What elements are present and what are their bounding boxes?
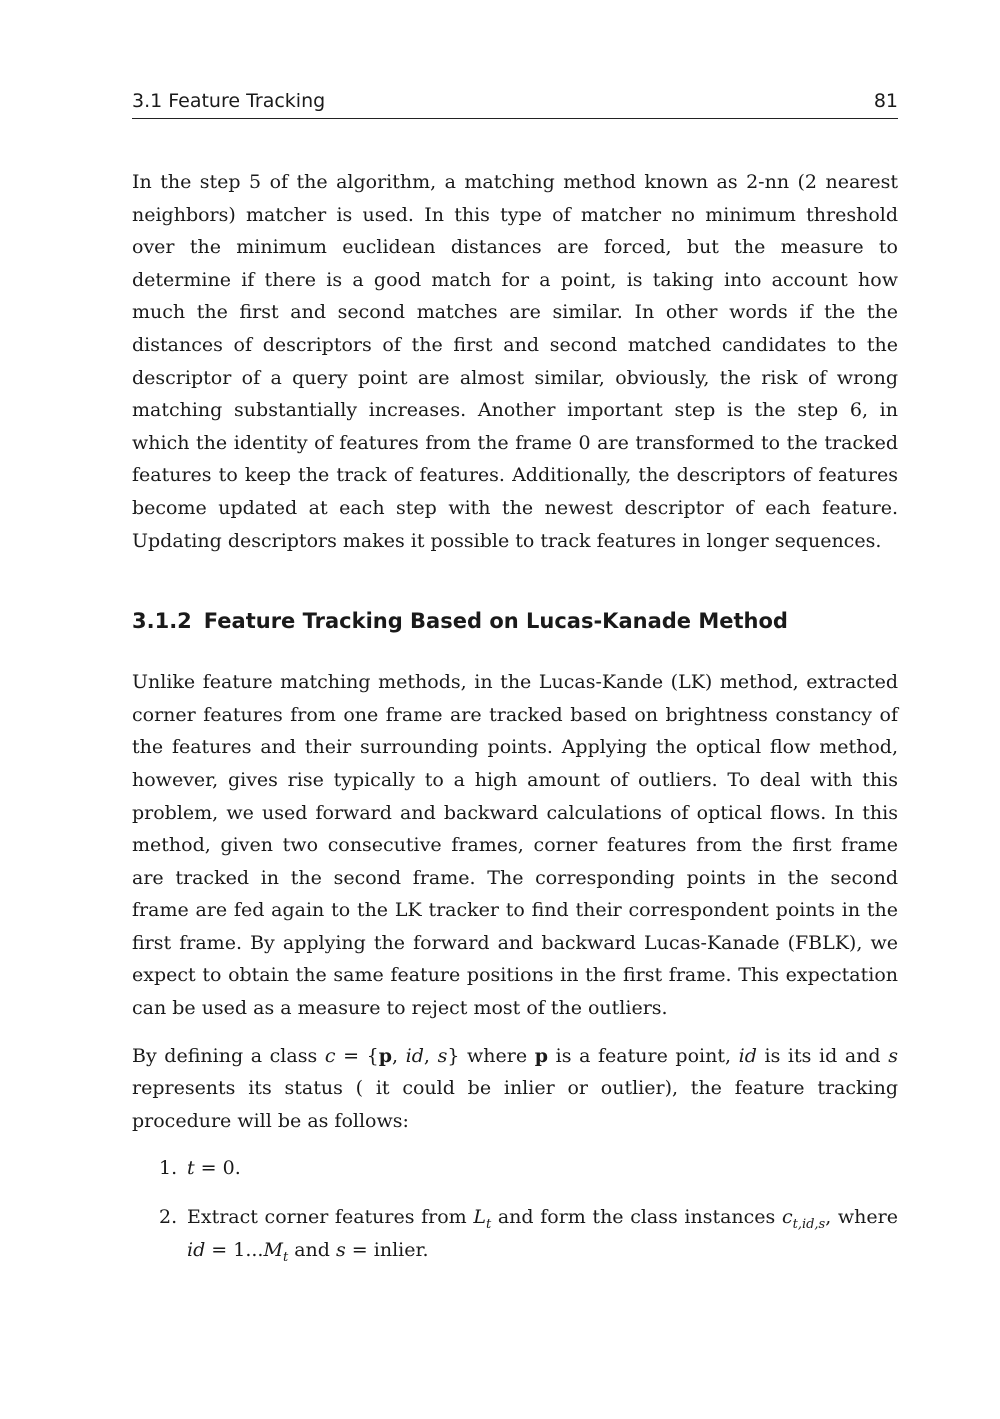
- list-item: [132, 1152, 898, 1185]
- math-subscript: t,id,s: [792, 1216, 826, 1232]
- section-title: Feature Tracking Based on Lucas-Kanade Method: [203, 609, 788, 634]
- list-item: [132, 1201, 898, 1266]
- math-M: M: [263, 1238, 283, 1261]
- math-s: s: [888, 1044, 898, 1067]
- math-id: id: [187, 1238, 206, 1261]
- math-s: s: [335, 1238, 346, 1261]
- math-comma: ,: [392, 1044, 406, 1067]
- section-heading: [132, 606, 898, 636]
- text-run: , where: [825, 1206, 898, 1229]
- math-p: p: [378, 1044, 392, 1067]
- text-run: By defining a class: [132, 1044, 325, 1067]
- math-s: s: [437, 1044, 448, 1067]
- step-number: 2.: [159, 1206, 178, 1229]
- math-eq: = 1...: [205, 1238, 264, 1261]
- math-id: id: [738, 1044, 757, 1067]
- text-run: is its id and: [756, 1044, 889, 1067]
- math-c: c: [324, 1044, 336, 1067]
- paragraph-class-definition: [132, 1040, 898, 1138]
- step-number: 1.: [159, 1157, 178, 1180]
- text-run: where: [459, 1044, 535, 1067]
- text-run: is a feature point,: [548, 1044, 739, 1067]
- math-subscript: t: [485, 1216, 492, 1232]
- math-t: t: [187, 1157, 195, 1180]
- header-section-title: 3.1 Feature Tracking: [132, 90, 326, 112]
- math-id: id: [405, 1044, 424, 1067]
- math-L: L: [473, 1206, 486, 1229]
- body-text: [132, 166, 898, 1266]
- text-run: Extract corner features from: [187, 1206, 474, 1229]
- procedure-steps: [132, 1152, 898, 1266]
- text-run: represents its status ( it could be inlier or outlier), the feature tracking procedure will be as follows:: [132, 1077, 898, 1132]
- text-run: and: [288, 1238, 336, 1261]
- text-run: and form the class instances: [491, 1206, 782, 1229]
- section-number: 3.1.2: [132, 609, 192, 634]
- math-close: }: [447, 1044, 460, 1067]
- math-c: c: [781, 1206, 793, 1229]
- paragraph-matching-method: In the step 5 of the algorithm, a matching method known as 2-nn (2 nearest neighbors) matcher is used. In this type of matcher no minimum threshold over the minimum euclidean distances are forced, but the measure to determine if there is a good match for a point, is taking into account how much the first and second matches are similar. In other words if the the distances of descriptors of the first and second matched candidates to the descriptor of a query point are almost similar, obviously, the risk of wrong matching substantially increases. Another important step is the step 6, in which the identity of features from the frame 0 are transformed to the tracked features to keep the track of features. Additionally, the descriptors of features become updated at each step with the newest descriptor of each feature. Updating descriptors makes it possible to track features in longer sequences.: [132, 171, 898, 552]
- text-run: inlier.: [373, 1238, 429, 1261]
- running-header: [132, 88, 898, 119]
- math-eq: = {: [335, 1044, 379, 1067]
- math-eq: =: [345, 1238, 374, 1261]
- math-p: p: [534, 1044, 549, 1067]
- math-subscript: t: [282, 1249, 289, 1265]
- page-number: 81: [873, 90, 898, 112]
- math-comma: ,: [423, 1044, 438, 1067]
- paragraph-lucas-kanade: Unlike feature matching methods, in the Lucas-Kande (LK) method, extracted corner features from one frame are tracked based on brightness constancy of the features and their surrounding points. Applying the optical flow method, however, gives rise typically to a high amount of outliers. To deal with this problem, we used forward and backward calculations of optical flows. In this method, given two consecutive frames, corner features from the first frame are tracked in the second frame. The corresponding points in the second frame are fed again to the LK tracker to find their correspondent points in the first frame. By applying the forward and backward Lucas-Kanade (FBLK), we expect to obtain the same feature positions in the first frame. This expectation can be used as a measure to reject most of the outliers.: [132, 671, 898, 1020]
- math-eq: = 0.: [194, 1157, 241, 1180]
